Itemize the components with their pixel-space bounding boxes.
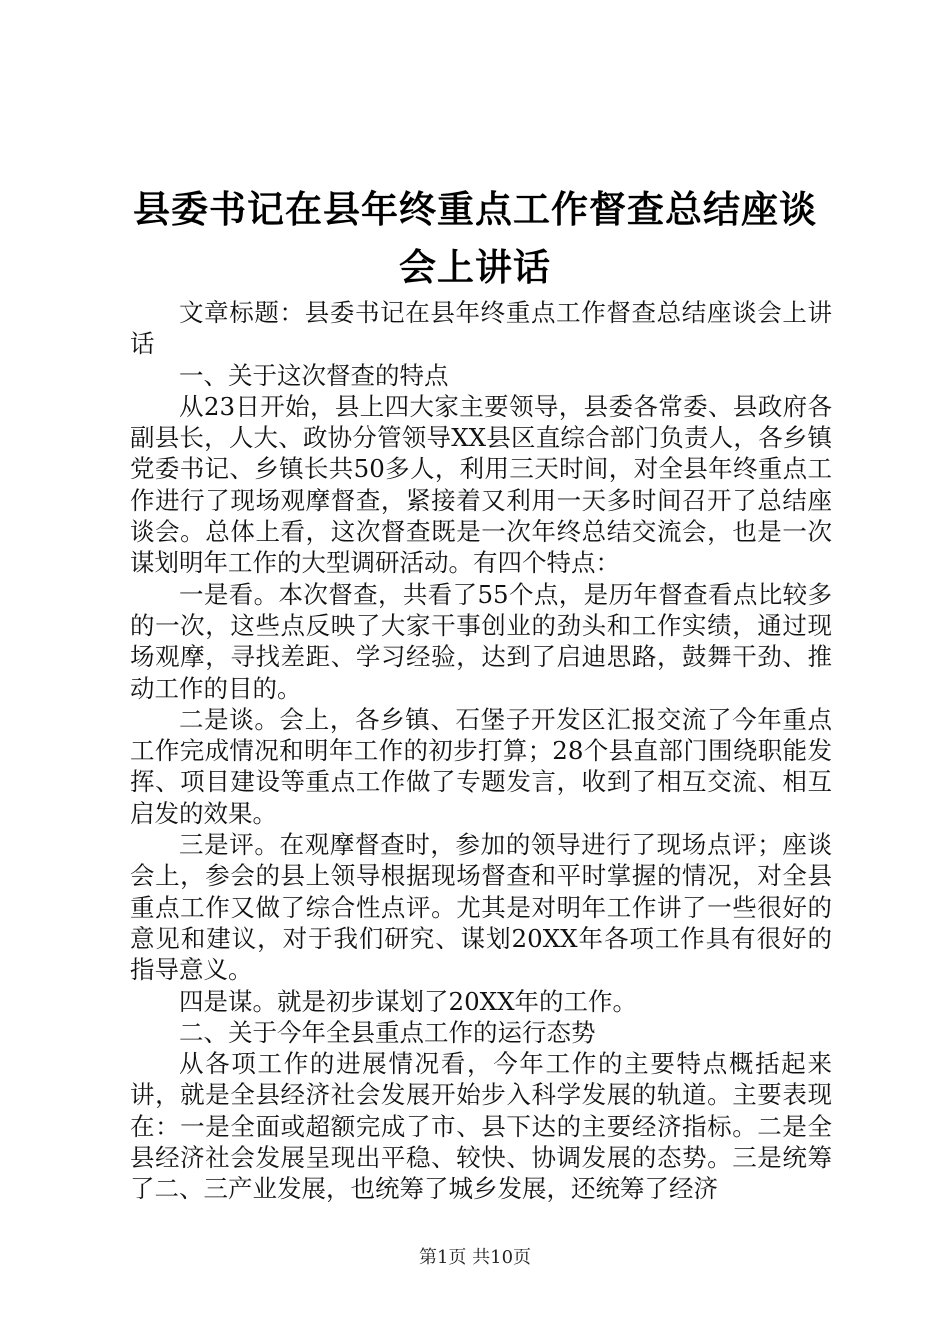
paragraph-article-title: 文章标题：县委书记在县年终重点工作督查总结座谈会上讲话 [130,298,832,359]
paragraph-point-3: 三是评。在观摩督查时，参加的领导进行了现场点评；座谈会上，参会的县上领导根据现场督查和平时掌握的情况，对全县重点工作又做了综合性点评。尤其是对明年工作讲了一些很好的意见和建议，对于我们研究、谋划20XX年各项工作具有很好的指导意义。 [130,830,832,985]
paragraph-point-1: 一是看。本次督查，共看了55个点，是历年督查看点比较多的一次，这些点反映了大家干事创业的劲头和工作实绩，通过现场观摩，寻找差距、学习经验，达到了启迪思路，鼓舞干劲、推动工作的目的。 [130,579,832,703]
paragraph-intro: 从23日开始，县上四大家主要领导，县委各常委、县政府各副县长，人大、政协分管领导XX县区直综合部门负责人，各乡镇党委书记、乡镇长共50多人，利用三天时间，对全县年终重点工作进行了现场观摩督查，紧接着又利用一天多时间召开了总结座谈会。总体上看，这次督查既是一次年终总结交流会，也是一次谋划明年工作的大型调研活动。有四个特点： [130,391,832,578]
paragraph-point-2: 二是谈。会上，各乡镇、石堡子开发区汇报交流了今年重点工作完成情况和明年工作的初步打算；28个县直部门围绕职能发挥、项目建设等重点工作做了专题发言，收到了相互交流、相互启发的效果。 [130,704,832,828]
document-body [130,297,832,1205]
section-heading-1: 一、关于这次督查的特点 [179,360,449,390]
section-heading-2: 二、关于今年全县重点工作的运行态势 [179,1017,596,1047]
paragraph-point-4: 四是谋。就是初步谋划了20XX年的工作。 [179,986,638,1016]
paragraph-trends: 从各项工作的进展情况看，今年工作的主要特点概括起来讲，就是全县经济社会发展开始步入科学发展的轨道。主要表现在：一是全面或超额完成了市、县下达的主要经济指标。二是全县经济社会发展呈现出平稳、较快、协调发展的态势。三是统筹了二、三产业发展，也统筹了城乡发展，还统筹了经济 [130,1049,832,1204]
document-title: 县委书记在县年终重点工作督查总结座谈会上讲话 [133,187,817,289]
page-number-footer: 第1页 共10页 [418,1247,532,1268]
